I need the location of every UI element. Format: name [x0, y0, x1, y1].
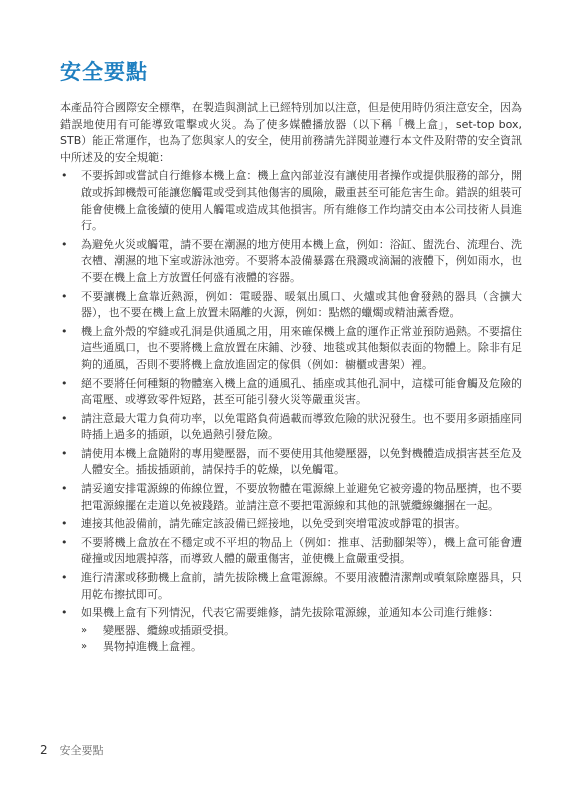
- list-item-text: 絕不要將任何種類的物體塞入機上盒的通風孔、插座或其他孔洞中，這樣可能會觸及危險的高電壓、或導致零件短路，甚至可能引發火災等嚴重災害。: [81, 376, 522, 407]
- list-item-text: 為避免火災或觸電，請不要在潮濕的地方使用本機上盒，例如：浴缸、盥洗台、流理台、洗衣槽、潮濕的地下室或游泳池旁。不要將本設備暴露在飛濺或滴漏的液體下，例如雨水，也不要在機上盒上方放置任何盛有液體的容器。: [81, 237, 522, 284]
- sub-list-item: [81, 623, 522, 640]
- bullet-marker: •: [61, 376, 68, 390]
- page-footer: [40, 742, 103, 759]
- list-item-text: 請使用本機上盒隨附的專用變壓器，而不要使用其他變壓器，以免對機體造成損害甚至危及人體安全。插拔插頭前，請保持手的乾燥，以免觸電。: [81, 446, 522, 477]
- list-item: [60, 324, 522, 374]
- list-item: [60, 237, 522, 287]
- list-item: [60, 535, 522, 568]
- list-item-text: 不要拆卸或嘗試自行維修本機上盒：機上盒內部並沒有讓使用者操作或提供服務的部分，開啟或拆卸機殼可能讓您觸電或受到其他傷害的風險，嚴重甚至可能危害生命。錯誤的組裝可能會使機上盒後續的使用人觸電或造成其他損害。所有維修工作均請交由本公司技術人員進行。: [81, 169, 522, 233]
- list-item: [60, 570, 522, 603]
- sub-bullet-marker: »: [81, 624, 88, 636]
- list-item: [60, 411, 522, 444]
- bullet-marker: •: [61, 237, 68, 251]
- list-item-text: 如果機上盒有下列情況，代表它需要維修，請先拔除電源線，並通知本公司進行維修：: [81, 606, 499, 620]
- bullet-marker: •: [61, 571, 68, 585]
- bullet-marker: •: [61, 289, 68, 303]
- list-item: [60, 481, 522, 514]
- list-item: [60, 168, 522, 234]
- bullet-marker: •: [61, 517, 68, 531]
- list-item-text: 請妥適安排電源線的佈線位置，不要放物體在電源線上並避免它被旁邊的物品壓擠，也不要把電源線擺在走道以免被踐踏。並請注意不要把電源線和其他的訊號纜線纏捆在一起。: [81, 482, 522, 512]
- sub-list-item-text: 異物掉進機上盒裡。: [103, 640, 202, 654]
- list-item-text: 請注意最大電力負荷功率，以免電路負荷過載而導致危險的狀況發生。也不要用多頭插座同時插上過多的插頭，以免過熱引發危險。: [81, 411, 522, 442]
- footer-section-title: 安全要點: [59, 744, 104, 757]
- bullet-marker: •: [61, 169, 68, 183]
- list-item: [60, 376, 522, 409]
- list-item-text: 不要讓機上盒靠近熱源，例如：電暖器、暖氣出風口、火爐或其他會發熱的器具（含擴大器），也不要在機上盒上放置未隔離的火源，例如：點燃的蠟燭或精油薰香燈。: [81, 289, 522, 320]
- bullet-marker: •: [61, 411, 68, 425]
- page-content: [60, 58, 522, 658]
- safety-list: [60, 168, 522, 656]
- sub-list: [81, 623, 522, 656]
- list-item-text: 不要將機上盒放在不穩定或不平坦的物品上（例如：推車、活動腳架等），機上盒可能會遭碰撞或因地震掉落，而導致人體的嚴重傷害，並使機上盒嚴重受損。: [81, 535, 522, 566]
- sub-bullet-marker: »: [81, 641, 88, 653]
- page-number: 2: [40, 743, 48, 757]
- intro-paragraph: 本產品符合國際安全標準，在製造與測試上已經特別加以注意，但是使用時仍須注意安全，因為錯誤地使用有可能導致電擊或火災。為了使多媒體播放器（以下稱「機上盒」，set-top box, STB）能正常運作，也為了您與家人的安全，使用前務請先詳閱並遵行本文件及附帶的安全資訊中所述及的安全規範：: [60, 101, 522, 164]
- bullet-marker: •: [61, 482, 68, 496]
- list-item-text: 機上盒外殼的窄縫或孔洞是供通風之用，用來確保機上盒的運作正常並預防過熱。不要擋住這些通風口，也不要將機上盒放置在床鋪、沙發、地毯或其他類似表面的物體上。除非有足夠的通風，否則不要將機上盒放進固定的傢俱（例如：櫥櫃或書架）裡。: [81, 324, 522, 371]
- list-item: [60, 446, 522, 479]
- bullet-marker: •: [61, 606, 68, 620]
- bullet-marker: •: [61, 324, 68, 338]
- list-item: [60, 605, 522, 656]
- sub-list-item: [81, 639, 522, 656]
- list-item-text: 進行清潔或移動機上盒前，請先拔除機上盒電源線。不要用液體清潔劑或噴氣除塵器具，只用乾布擦拭即可。: [81, 571, 522, 601]
- list-item-text: 連接其他設備前，請先確定該設備已經接地，以免受到突增電波或靜電的損害。: [81, 517, 466, 531]
- bullet-marker: •: [61, 535, 68, 549]
- page-title: 安全要點: [60, 60, 148, 84]
- sub-list-item-text: 變壓器、纜線或插頭受損。: [103, 623, 235, 637]
- bullet-marker: •: [61, 446, 68, 460]
- list-item: [60, 516, 522, 533]
- list-item: [60, 289, 522, 322]
